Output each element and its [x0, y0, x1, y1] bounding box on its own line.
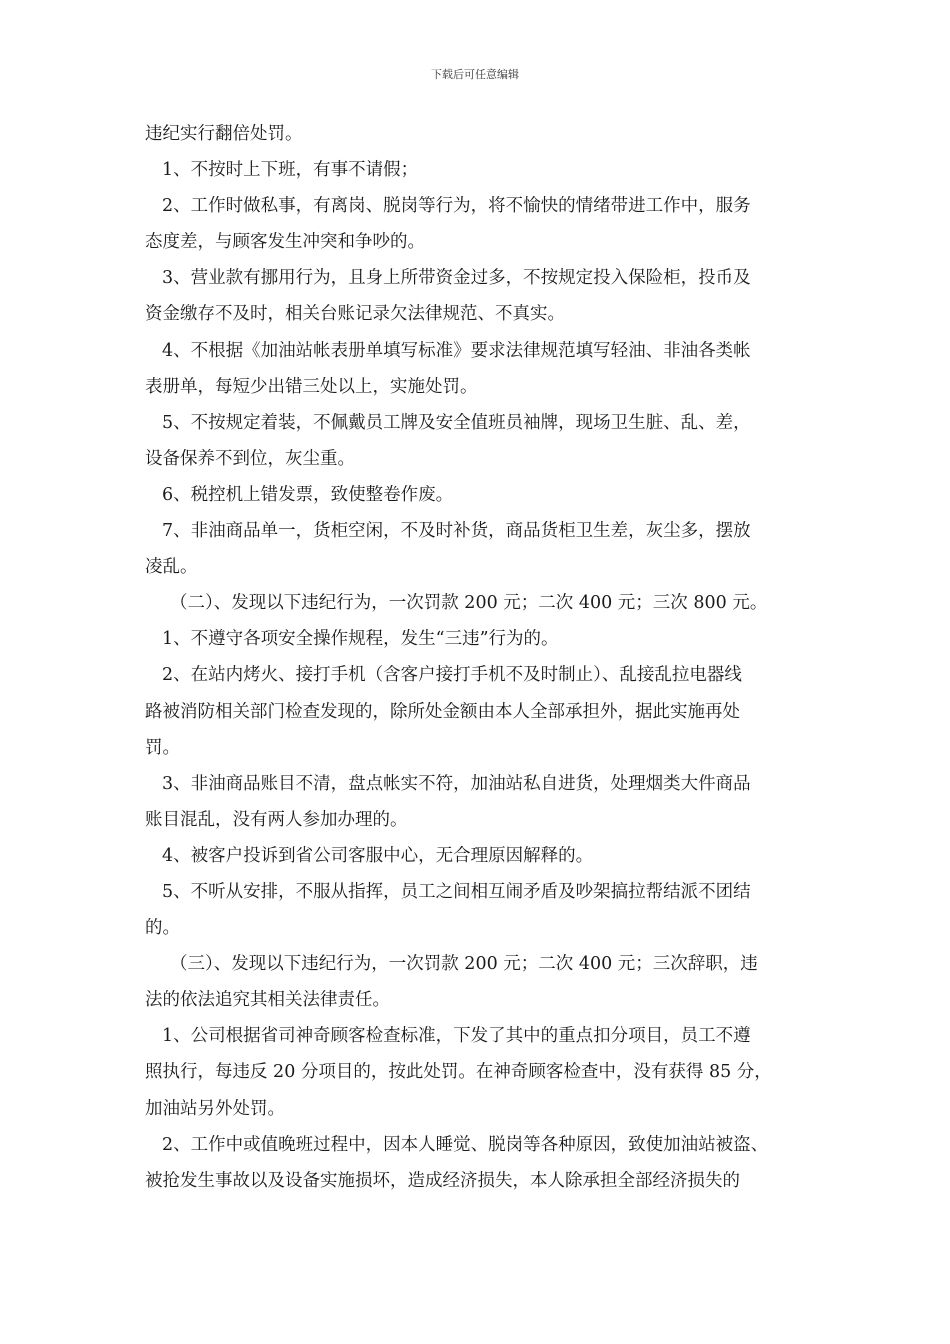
text-line: 3、营业款有挪用行为，且身上所带资金过多，不按规定投入保险柜，投币及	[162, 268, 751, 289]
text-line: 6、税控机上错发票，致使整卷作废。	[162, 484, 454, 505]
text-line: （二）、发现以下违纪行为，一次罚款 200 元；二次 400 元；三次 800 元。	[170, 593, 768, 614]
text-line: 账目混乱，没有两人参加办理的。	[145, 809, 408, 830]
text-line: 4、被客户投诉到省公司客服中心，无合理原因解释的。	[162, 845, 594, 866]
text-line: 态度差，与顾客发生冲突和争吵的。	[145, 232, 425, 253]
text-line: 2、工作时做私事，有离岗、脱岗等行为，将不愉快的情绪带进工作中，服务	[162, 196, 751, 217]
text-line: 1、不按时上下班，有事不请假；	[162, 160, 419, 181]
text-line: 表册单，每短少出错三处以上，实施处罚。	[145, 376, 478, 397]
text-line: 5、不听从安排，不服从指挥，员工之间相互闹矛盾及吵架搞拉帮结派不团结	[162, 881, 751, 902]
text-line: 资金缴存不及时，相关台账记录欠法律规范、不真实。	[145, 304, 565, 325]
text-line: 法的依法追究其相关法律责任。	[145, 990, 390, 1011]
text-line: 7、非油商品单一，货柜空闲，不及时补货，商品货柜卫生差，灰尘多，摆放	[162, 521, 751, 542]
text-line: 凌乱。	[145, 557, 198, 578]
text-line: 4、不根据《加油站帐表册单填写标准》要求法律规范填写轻油、非油各类帐	[162, 340, 751, 361]
text-line: 的。	[145, 918, 180, 939]
document-body	[145, 116, 810, 1199]
text-line: 照执行，每违反 20 分项目的，按此处罚。在神奇顾客检查中，没有获得 85 分，	[145, 1062, 772, 1083]
text-line: 设备保养不到位，灰尘重。	[145, 448, 355, 469]
text-line: 2、在站内烤火、接打手机（含客户接打手机不及时制止）、乱接乱拉电器线	[162, 665, 742, 686]
text-line: 2、工作中或值晚班过程中，因本人睡觉、脱岗等各种原因，致使加油站被盗、	[162, 1134, 769, 1155]
text-line: 罚。	[145, 737, 180, 758]
text-line: 违纪实行翻倍处罚。	[145, 124, 303, 144]
text-line: （三）、发现以下违纪行为，一次罚款 200 元；二次 400 元；三次辞职，违	[170, 954, 758, 975]
text-line: 1、公司根据省司神奇顾客检查标准，下发了其中的重点扣分项目，员工不遵	[162, 1026, 751, 1047]
text-line: 加油站另外处罚。	[145, 1098, 285, 1119]
page-header: 下载后可任意编辑	[431, 68, 519, 81]
text-line: 路被消防相关部门检查发现的，除所处金额由本人全部承担外，据此实施再处	[145, 701, 740, 722]
text-line: 5、不按规定着装，不佩戴员工牌及安全值班员袖牌，现场卫生脏、乱、差，	[162, 412, 751, 433]
text-line: 被抢发生事故以及设备实施损坏，造成经济损失，本人除承担全部经济损失的	[145, 1170, 740, 1191]
text-line: 3、非油商品账目不清，盘点帐实不符，加油站私自进货，处理烟类大件商品	[162, 773, 751, 794]
text-line: 1、不遵守各项安全操作规程，发生“三违”行为的。	[162, 629, 559, 650]
